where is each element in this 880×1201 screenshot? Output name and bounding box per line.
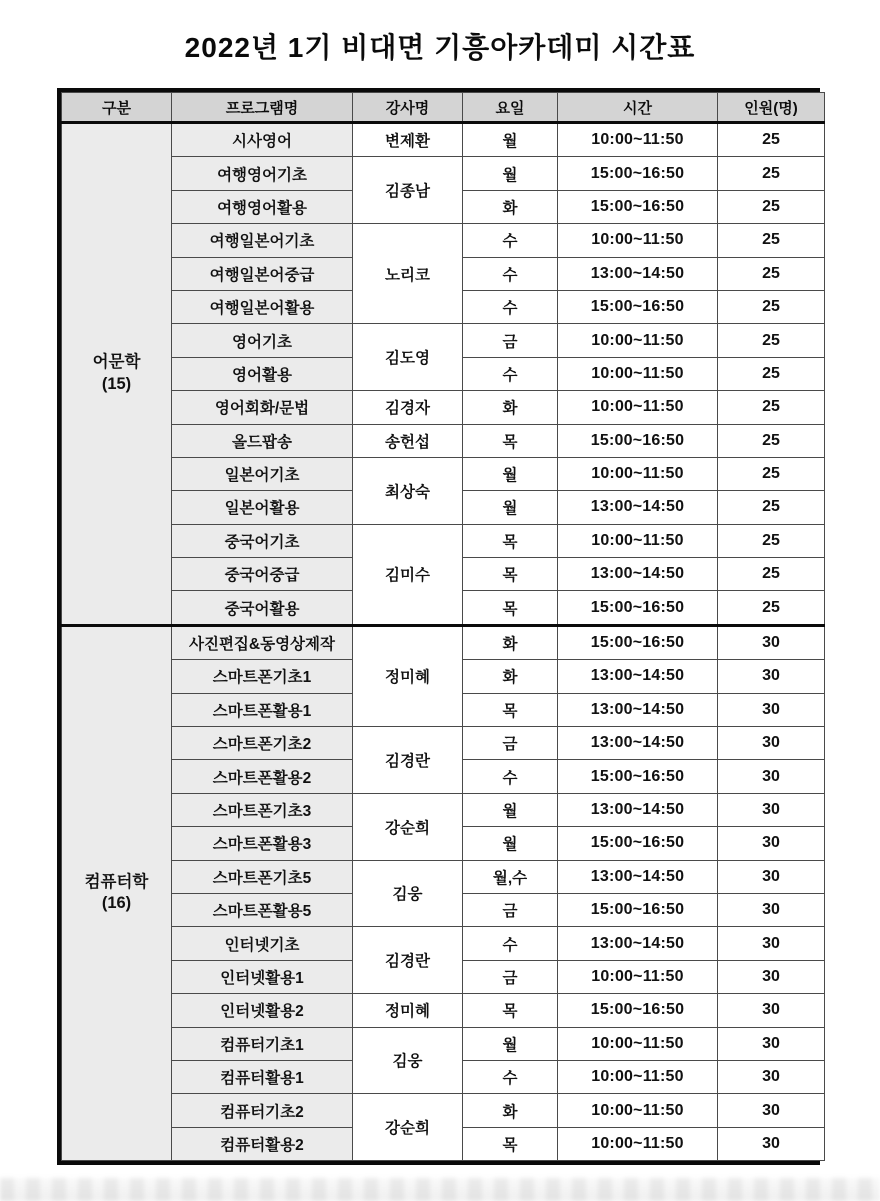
capacity-cell: 30 <box>718 793 825 826</box>
time-cell: 10:00~11:50 <box>558 1094 718 1127</box>
capacity-cell: 30 <box>718 893 825 926</box>
capacity-cell: 30 <box>718 960 825 993</box>
program-cell: 스마트폰활용5 <box>172 893 353 926</box>
program-cell: 컴퓨터기초1 <box>172 1027 353 1060</box>
time-cell: 15:00~16:50 <box>558 625 718 659</box>
day-cell: 화 <box>463 1094 558 1127</box>
table-row <box>62 860 825 893</box>
capacity-cell: 25 <box>718 591 825 625</box>
time-cell: 15:00~16:50 <box>558 591 718 625</box>
day-cell: 수 <box>463 927 558 960</box>
day-cell: 월,수 <box>463 860 558 893</box>
table-row <box>62 727 825 760</box>
day-cell: 목 <box>463 994 558 1027</box>
capacity-cell: 25 <box>718 391 825 424</box>
time-cell: 15:00~16:50 <box>558 760 718 793</box>
day-cell: 화 <box>463 625 558 659</box>
instructor-cell: 김웅 <box>353 860 463 927</box>
day-cell: 월 <box>463 827 558 860</box>
day-cell: 목 <box>463 558 558 591</box>
table-row <box>62 157 825 190</box>
instructor-cell: 김경자 <box>353 391 463 424</box>
scan-artifact <box>0 1178 880 1201</box>
column-header-5: 인원(명) <box>718 93 825 123</box>
program-cell: 컴퓨터기초2 <box>172 1094 353 1127</box>
table-row <box>62 457 825 490</box>
instructor-cell: 노리코 <box>353 224 463 324</box>
day-cell: 목 <box>463 693 558 726</box>
table-row <box>62 324 825 357</box>
capacity-cell: 30 <box>718 1127 825 1160</box>
capacity-cell: 30 <box>718 994 825 1027</box>
capacity-cell: 25 <box>718 190 825 223</box>
instructor-cell: 강순희 <box>353 793 463 860</box>
day-cell: 수 <box>463 290 558 323</box>
program-cell: 스마트폰기초3 <box>172 793 353 826</box>
capacity-cell: 30 <box>718 827 825 860</box>
time-cell: 15:00~16:50 <box>558 424 718 457</box>
day-cell: 수 <box>463 760 558 793</box>
time-cell: 15:00~16:50 <box>558 994 718 1027</box>
time-cell: 15:00~16:50 <box>558 190 718 223</box>
capacity-cell: 25 <box>718 224 825 257</box>
program-cell: 여행일본어중급 <box>172 257 353 290</box>
program-cell: 인터넷활용1 <box>172 960 353 993</box>
time-cell: 13:00~14:50 <box>558 257 718 290</box>
day-cell: 월 <box>463 793 558 826</box>
program-cell: 스마트폰활용1 <box>172 693 353 726</box>
capacity-cell: 30 <box>718 1027 825 1060</box>
time-cell: 10:00~11:50 <box>558 123 718 157</box>
program-cell: 컴퓨터활용2 <box>172 1127 353 1160</box>
capacity-cell: 30 <box>718 860 825 893</box>
time-cell: 10:00~11:50 <box>558 1027 718 1060</box>
timetable-table <box>61 92 825 1161</box>
time-cell: 13:00~14:50 <box>558 660 718 693</box>
table-row <box>62 524 825 557</box>
instructor-cell: 강순희 <box>353 1094 463 1161</box>
capacity-cell: 25 <box>718 524 825 557</box>
time-cell: 15:00~16:50 <box>558 893 718 926</box>
instructor-cell: 김경란 <box>353 927 463 994</box>
time-cell: 10:00~11:50 <box>558 457 718 490</box>
program-cell: 인터넷기초 <box>172 927 353 960</box>
day-cell: 수 <box>463 224 558 257</box>
table-row <box>62 625 825 659</box>
capacity-cell: 25 <box>718 424 825 457</box>
instructor-cell: 정미혜 <box>353 994 463 1027</box>
program-cell: 일본어기초 <box>172 457 353 490</box>
time-cell: 10:00~11:50 <box>558 524 718 557</box>
capacity-cell: 25 <box>718 457 825 490</box>
table-row <box>62 994 825 1027</box>
time-cell: 15:00~16:50 <box>558 157 718 190</box>
table-row <box>62 391 825 424</box>
day-cell: 월 <box>463 157 558 190</box>
category-cell: 컴퓨터학 (16) <box>62 625 172 1160</box>
timetable-header <box>62 93 825 123</box>
capacity-cell: 30 <box>718 760 825 793</box>
day-cell: 화 <box>463 190 558 223</box>
table-row <box>62 424 825 457</box>
program-cell: 올드팝송 <box>172 424 353 457</box>
capacity-cell: 30 <box>718 927 825 960</box>
timetable <box>57 88 820 1165</box>
table-row <box>62 927 825 960</box>
table-row <box>62 1094 825 1127</box>
time-cell: 15:00~16:50 <box>558 290 718 323</box>
program-cell: 중국어중급 <box>172 558 353 591</box>
program-cell: 스마트폰활용3 <box>172 827 353 860</box>
time-cell: 13:00~14:50 <box>558 727 718 760</box>
program-cell: 스마트폰기초5 <box>172 860 353 893</box>
program-cell: 중국어활용 <box>172 591 353 625</box>
capacity-cell: 25 <box>718 324 825 357</box>
day-cell: 월 <box>463 1027 558 1060</box>
category-cell: 어문학 (15) <box>62 123 172 626</box>
time-cell: 10:00~11:50 <box>558 1127 718 1160</box>
time-cell: 13:00~14:50 <box>558 491 718 524</box>
day-cell: 금 <box>463 324 558 357</box>
instructor-cell: 김종남 <box>353 157 463 224</box>
capacity-cell: 25 <box>718 290 825 323</box>
capacity-cell: 25 <box>718 157 825 190</box>
time-cell: 13:00~14:50 <box>558 927 718 960</box>
instructor-cell: 김경란 <box>353 727 463 794</box>
program-cell: 컴퓨터활용1 <box>172 1060 353 1093</box>
capacity-cell: 25 <box>718 491 825 524</box>
time-cell: 10:00~11:50 <box>558 391 718 424</box>
column-header-0: 구분 <box>62 93 172 123</box>
capacity-cell: 25 <box>718 558 825 591</box>
program-cell: 여행영어기초 <box>172 157 353 190</box>
instructor-cell: 변제환 <box>353 123 463 157</box>
day-cell: 수 <box>463 1060 558 1093</box>
program-cell: 여행일본어기초 <box>172 224 353 257</box>
program-cell: 시사영어 <box>172 123 353 157</box>
instructor-cell: 김미수 <box>353 524 463 625</box>
program-cell: 영어활용 <box>172 357 353 390</box>
day-cell: 목 <box>463 424 558 457</box>
program-cell: 여행영어활용 <box>172 190 353 223</box>
instructor-cell: 송헌섭 <box>353 424 463 457</box>
time-cell: 10:00~11:50 <box>558 960 718 993</box>
day-cell: 목 <box>463 1127 558 1160</box>
capacity-cell: 25 <box>718 357 825 390</box>
column-header-4: 시간 <box>558 93 718 123</box>
program-cell: 인터넷활용2 <box>172 994 353 1027</box>
time-cell: 10:00~11:50 <box>558 1060 718 1093</box>
time-cell: 13:00~14:50 <box>558 793 718 826</box>
capacity-cell: 25 <box>718 257 825 290</box>
program-cell: 중국어기초 <box>172 524 353 557</box>
day-cell: 월 <box>463 123 558 157</box>
capacity-cell: 30 <box>718 625 825 659</box>
capacity-cell: 30 <box>718 727 825 760</box>
table-row <box>62 793 825 826</box>
day-cell: 수 <box>463 257 558 290</box>
time-cell: 15:00~16:50 <box>558 827 718 860</box>
program-cell: 영어회화/문법 <box>172 391 353 424</box>
day-cell: 목 <box>463 524 558 557</box>
program-cell: 스마트폰기초2 <box>172 727 353 760</box>
instructor-cell: 김웅 <box>353 1027 463 1094</box>
capacity-cell: 30 <box>718 660 825 693</box>
capacity-cell: 30 <box>718 1094 825 1127</box>
table-row <box>62 123 825 157</box>
day-cell: 월 <box>463 491 558 524</box>
time-cell: 10:00~11:50 <box>558 224 718 257</box>
program-cell: 영어기초 <box>172 324 353 357</box>
table-row <box>62 1027 825 1060</box>
day-cell: 목 <box>463 591 558 625</box>
time-cell: 13:00~14:50 <box>558 860 718 893</box>
column-header-3: 요일 <box>463 93 558 123</box>
program-cell: 일본어활용 <box>172 491 353 524</box>
time-cell: 10:00~11:50 <box>558 357 718 390</box>
day-cell: 화 <box>463 391 558 424</box>
program-cell: 스마트폰활용2 <box>172 760 353 793</box>
program-cell: 사진편집&동영상제작 <box>172 625 353 659</box>
instructor-cell: 김도영 <box>353 324 463 391</box>
day-cell: 금 <box>463 893 558 926</box>
time-cell: 10:00~11:50 <box>558 324 718 357</box>
time-cell: 13:00~14:50 <box>558 693 718 726</box>
instructor-cell: 최상숙 <box>353 457 463 524</box>
instructor-cell: 정미혜 <box>353 625 463 726</box>
column-header-2: 강사명 <box>353 93 463 123</box>
column-header-1: 프로그램명 <box>172 93 353 123</box>
day-cell: 수 <box>463 357 558 390</box>
capacity-cell: 30 <box>718 1060 825 1093</box>
page-title: 2022년 1기 비대면 기흥아카데미 시간표 <box>184 32 696 63</box>
table-row <box>62 224 825 257</box>
day-cell: 월 <box>463 457 558 490</box>
capacity-cell: 25 <box>718 123 825 157</box>
time-cell: 13:00~14:50 <box>558 558 718 591</box>
program-cell: 스마트폰기초1 <box>172 660 353 693</box>
day-cell: 화 <box>463 660 558 693</box>
day-cell: 금 <box>463 960 558 993</box>
program-cell: 여행일본어활용 <box>172 290 353 323</box>
day-cell: 금 <box>463 727 558 760</box>
capacity-cell: 30 <box>718 693 825 726</box>
